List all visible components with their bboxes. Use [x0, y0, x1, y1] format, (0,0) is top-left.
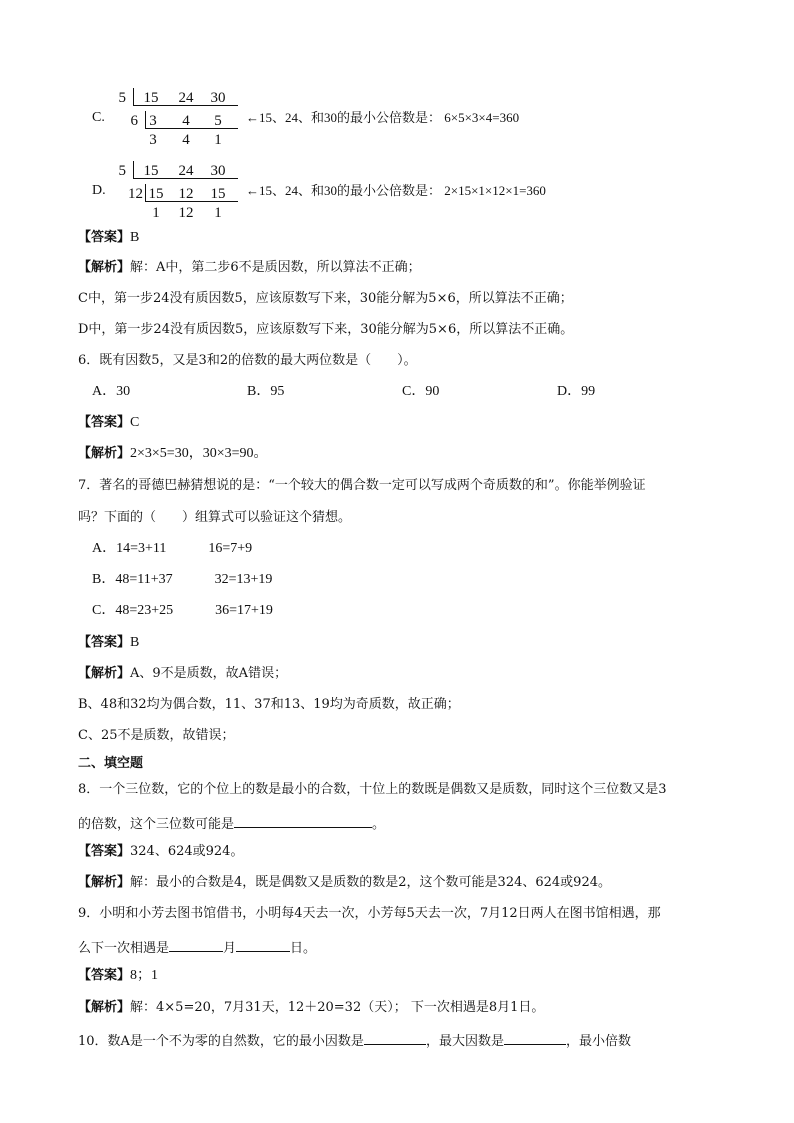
q8-answer [78, 843, 243, 861]
ladder-cell: 15 [148, 186, 164, 202]
q6-option-a: A．30 [92, 384, 131, 399]
q7-analysis-line: B、48和32均为偶合数，11、37和13、19均为奇质数，故正确； [78, 697, 460, 712]
analysis-text: 解：4×5=20，7月31天，12＋20=32（天）； 下一次相遇是8月1日。 [130, 1000, 545, 1015]
stem-text: ，最小倍数 [565, 1034, 631, 1049]
stem-text: 日。 [290, 941, 317, 956]
ladder-cell: 30 [210, 163, 226, 179]
ladder-cell: 15 [210, 186, 226, 202]
analysis-tag: 【解析】 [78, 875, 131, 890]
ladder-cell: 24 [178, 163, 194, 179]
fill-blank[interactable] [236, 937, 290, 952]
q9-answer [78, 967, 158, 985]
ladder-cell: 1 [152, 205, 160, 221]
ladder-cell: 30 [210, 90, 226, 106]
answer-tag: 【答案】 [78, 635, 131, 650]
stem-text: 。 [372, 817, 386, 832]
answer-value: B [130, 635, 140, 650]
ladder-cell: 4 [182, 132, 190, 148]
q7-option-c: C．48=23+25 36=17+19 [92, 603, 273, 618]
q7-analysis-line [78, 665, 287, 683]
q5-analysis-line [78, 259, 421, 277]
divisor: 5 [118, 90, 126, 106]
q5-analysis-line: D中，第一步24没有质因数5，应该原数写下来，30能分解为5×6，所以算法不正确。 [78, 322, 574, 337]
option-d-note: ←15、24、和30的最小公倍数是： 2×15×1×12×1=360 [246, 183, 546, 198]
q7-analysis-line: C、25不是质数，故错误； [78, 728, 235, 743]
fill-blank[interactable] [364, 1030, 426, 1045]
stem-text: 月 [223, 941, 237, 956]
ladder-cell: 12 [178, 186, 194, 202]
stem-text: 的倍数，这个三位数可能是 [78, 817, 235, 832]
answer-value: 8；1 [130, 968, 159, 983]
q6-analysis [78, 445, 268, 463]
q7-stem-line: 7．著名的哥德巴赫猜想说的是：“一个较大的偶合数一定可以写成两个奇质数的和”。你能举例验证 [78, 478, 646, 493]
answer-value: C [130, 415, 140, 430]
answer-tag: 【答案】 [78, 230, 131, 245]
fill-blank[interactable] [234, 813, 372, 828]
divisor: 5 [118, 163, 126, 179]
answer-value: B [130, 230, 140, 245]
q8-stem-line: 8．一个三位数，它的个位上的数是最小的合数，十位上的数既是偶数又是质数，同时这个三位数又是3 [78, 782, 667, 797]
option-d-label: D. [92, 183, 106, 198]
q6-option-c: C．90 [402, 384, 440, 399]
q10-stem [78, 1030, 631, 1051]
analysis-text: A、9不是质数，故A错误； [130, 666, 288, 681]
q6-stem: 6．既有因数5，又是3和2的倍数的最大两位数是（ ）。 [78, 353, 417, 368]
q6-option-d: D．99 [557, 384, 596, 399]
divisor: 12 [128, 186, 143, 202]
analysis-tag: 【解析】 [78, 666, 131, 681]
q6-option-b: B．95 [247, 384, 285, 399]
q5-analysis-line: C中，第一步24没有质因数5，应该原数写下来，30能分解为5×6，所以算法不正确； [78, 291, 573, 306]
ladder-cell: 1 [214, 205, 222, 221]
ladder-cell: 4 [182, 113, 190, 129]
ladder-cell: 24 [178, 90, 194, 106]
q8-stem-line [78, 813, 385, 834]
ladder-cell: 3 [149, 113, 157, 129]
q5-answer [78, 229, 139, 247]
option-c-label: C. [92, 110, 105, 125]
q7-answer [78, 634, 139, 652]
answer-tag: 【答案】 [78, 844, 131, 859]
stem-text: 10．数A是一个不为零的自然数，它的最小因数是 [78, 1034, 364, 1049]
stem-text: ，最大因数是 [425, 1034, 504, 1049]
stem-text: 么下一次相遇是 [78, 941, 170, 956]
section-heading: 二、填空题 [78, 756, 144, 771]
q7-option-b: B．48=11+37 32=13+19 [92, 572, 273, 587]
q9-analysis [78, 999, 544, 1017]
fill-blank[interactable] [504, 1030, 566, 1045]
answer-tag: 【答案】 [78, 415, 131, 430]
analysis-text: 解：A中，第二步6不是质因数，所以算法不正确； [130, 260, 421, 275]
q7-option-a: A．14=3+11 16=7+9 [92, 541, 253, 556]
fill-blank[interactable] [169, 937, 223, 952]
q9-stem-line: 9．小明和小芳去图书馆借书，小明每4天去一次，小芳每5天去一次，7月12日两人在图书馆相遇，那 [78, 906, 661, 921]
ladder-cell: 15 [143, 90, 159, 106]
option-c-note: ←15、24、和30的最小公倍数是： 6×5×3×4=360 [246, 110, 520, 125]
analysis-text: 2×3×5=30，30×3=90。 [130, 446, 268, 461]
ladder-cell: 1 [214, 132, 222, 148]
answer-tag: 【答案】 [78, 968, 131, 983]
divisor: 6 [130, 113, 138, 129]
q7-stem-line: 吗？下面的（ ）组算式可以验证这个猜想。 [78, 510, 352, 525]
analysis-tag: 【解析】 [78, 260, 131, 275]
ladder-cell: 12 [178, 205, 194, 221]
ladder-cell: 5 [214, 113, 222, 129]
q8-analysis [78, 874, 611, 892]
analysis-text: 解：最小的合数是4，既是偶数又是质数的数是2，这个数可能是324、624或924。 [130, 875, 611, 890]
analysis-tag: 【解析】 [78, 446, 131, 461]
q6-answer [78, 414, 139, 432]
q9-stem-line [78, 937, 316, 958]
ladder-cell: 15 [143, 163, 159, 179]
ladder-cell: 3 [149, 132, 157, 148]
answer-value: 324、624或924。 [130, 844, 244, 859]
analysis-tag: 【解析】 [78, 1000, 131, 1015]
